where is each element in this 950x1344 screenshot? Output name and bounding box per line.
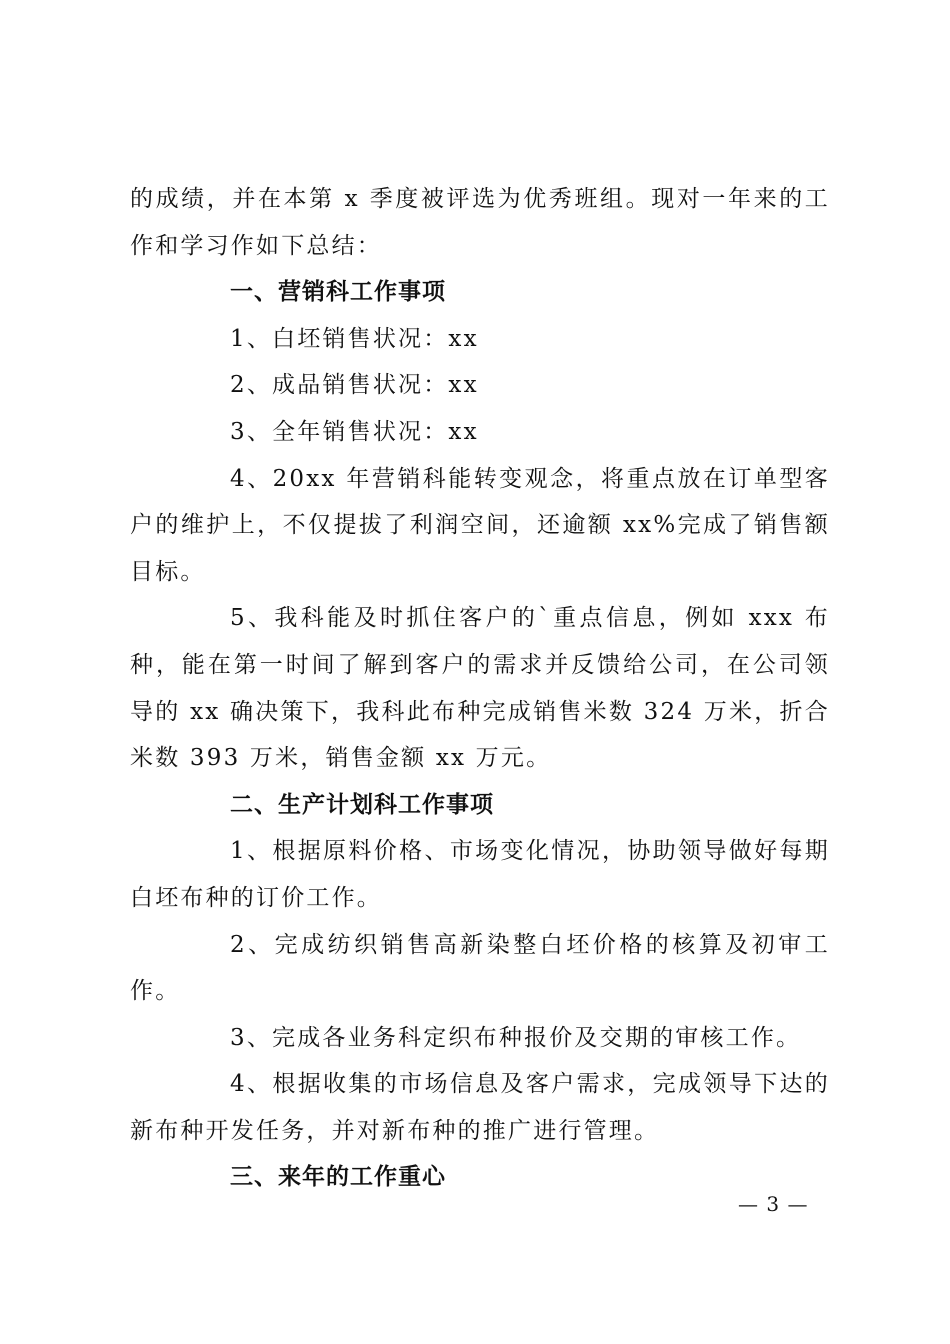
paragraph-new-products: 4、根据收集的市场信息及客户需求，完成领导下达的新布种开发任务，并对新布种的推广进行管理。 xyxy=(130,1071,830,1144)
paragraph-cost-review: 2、完成纺织销售高新染整白坯价格的核算及初审工作。 xyxy=(130,931,830,1005)
paragraph-greige-sales: 1、白坯销售状况：xx xyxy=(230,325,479,352)
section-heading-production: 二、生产计划科工作事项 xyxy=(230,791,494,818)
paragraph-marketing-concept: 4、20xx 年营销科能转变观念，将重点放在订单型客户的维护上，不仅提拔了利润空间，还逾额 xx%完成了销售额目标。 xyxy=(130,465,830,585)
paragraph-annual-sales: 3、全年销售状况：xx xyxy=(230,418,479,445)
section-heading-next-year: 三、来年的工作重心 xyxy=(230,1164,446,1191)
paragraph-pricing: 1、根据原料价格、市场变化情况，协助领导做好每期白坯布种的订价工作。 xyxy=(130,838,830,911)
paragraph-finished-sales: 2、成品销售状况：xx xyxy=(230,372,479,399)
section-heading-marketing: 一、营销科工作事项 xyxy=(230,279,446,306)
paragraph-intro: 的成绩，并在本第 x 季度被评选为优秀班组。现对一年来的工作和学习作如下总结： xyxy=(130,186,830,259)
document-body xyxy=(130,176,830,1201)
page-number: — 3 — xyxy=(738,1192,809,1216)
paragraph-customer-info: 5、我科能及时抓住客户的`重点信息，例如 xxx 布种，能在第一时间了解到客户的需求并反馈给公司，在公司领导的 xx 确决策下，我科此布种完成销售米数 324 万米，折合米数 393 万米，销售金额 xx 万元。 xyxy=(130,605,830,772)
paragraph-quote-review: 3、完成各业务科定织布种报价及交期的审核工作。 xyxy=(230,1024,802,1051)
